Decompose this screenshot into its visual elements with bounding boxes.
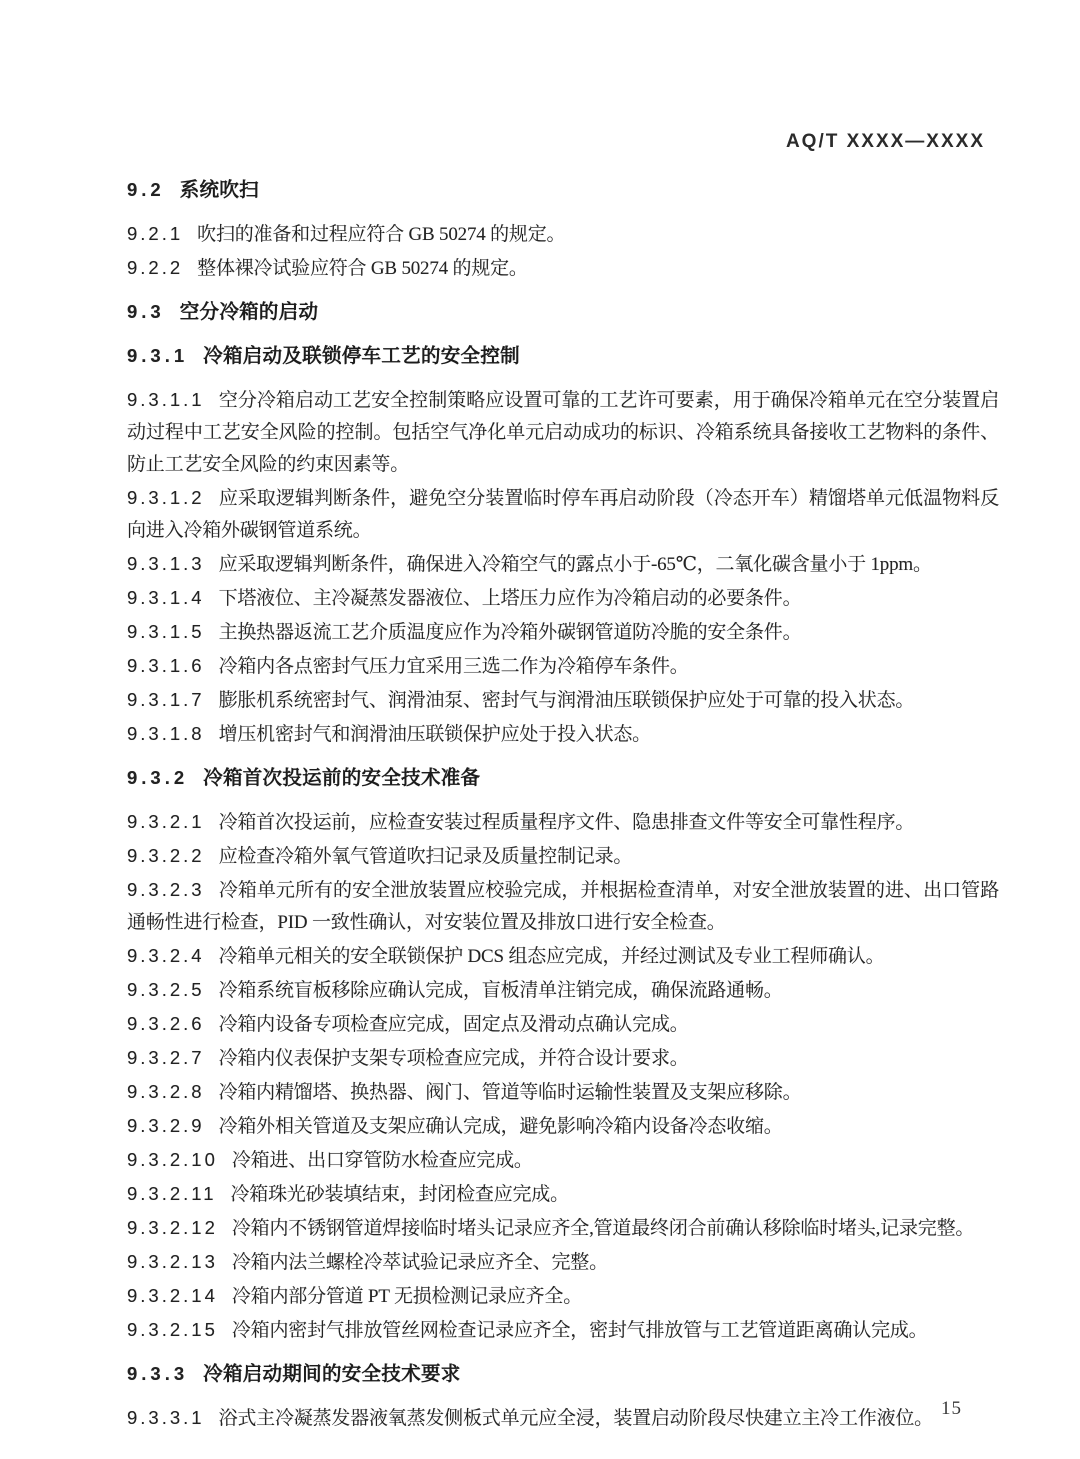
clause-number: 9.3.2.1 [127,811,205,832]
clause-9-3-2-11 [127,1178,999,1211]
clause-text: 冷箱内精馏塔、换热器、阀门、管道等临时运输性装置及支架应移除。 [218,1082,802,1103]
clause-text: 冷箱启动期间的安全技术要求 [203,1363,461,1385]
clause-number: 9.2.2 [127,257,184,278]
clause-number: 9.3.2.5 [127,979,205,1000]
clause-number: 9.3.2.3 [127,879,205,900]
clause-9-3-1-2 [127,482,999,547]
clause-9-3-1-3 [127,548,999,581]
clause-number: 9.3.1.5 [127,621,205,642]
clause-number: 9.3.1.1 [127,389,205,410]
clause-number: 9.3.2.7 [127,1047,205,1068]
clause-9-3-2-4 [127,940,999,973]
clause-number: 9.3.2.11 [127,1183,217,1204]
clause-number: 9.3.1.3 [127,553,205,574]
clause-number: 9.2 [127,179,165,200]
clause-number: 9.3.2.8 [127,1081,205,1102]
clause-text: 浴式主冷凝蒸发器液氧蒸发侧板式单元应全浸，装置启动阶段尽快建立主冷工作液位。 [218,1408,933,1429]
clause-number: 9.2.1 [127,223,184,244]
clause-text: 冷箱内部分管道 PT 无损检测记录应齐全。 [231,1286,583,1307]
clause-number: 9.3.2.10 [127,1149,218,1170]
clause-9-3-1-7 [127,684,999,717]
clause-9-3-2-15 [127,1314,999,1347]
clause-number: 9.3.2 [127,767,189,788]
clause-9-2-1 [127,218,999,251]
clause-number: 9.3.2.12 [127,1217,218,1238]
clause-9-3-2-10 [127,1144,999,1177]
clause-number: 9.3.1.4 [127,587,205,608]
clause-text: 增压机密封气和润滑油压联锁保护应处于投入状态。 [218,724,651,745]
clause-number: 9.3 [127,301,165,322]
clause-number: 9.3.2.6 [127,1013,205,1034]
clause-number: 9.3.3 [127,1363,189,1384]
clause-text: 冷箱进、出口穿管防水检查应完成。 [231,1150,533,1171]
clause-number: 9.3.2.14 [127,1285,218,1306]
clause-text: 空分冷箱的启动 [179,301,319,323]
page-number: 15 [941,1398,962,1419]
section-heading-9-3-1 [127,340,999,372]
section-heading-9-2 [127,174,999,206]
clause-9-3-2-9 [127,1110,999,1143]
clause-9-3-2-14 [127,1280,999,1313]
clause-text: 整体裸冷试验应符合 GB 50274 的规定。 [197,258,528,279]
clause-text: 冷箱珠光砂装填结束，封闭检查应完成。 [230,1184,569,1205]
clause-text: 系统吹扫 [179,179,259,201]
clause-number: 9.3.2.4 [127,945,205,966]
clause-9-3-1-1 [127,384,999,481]
clause-text: 冷箱内密封气排放管丝网检查记录应齐全，密封气排放管与工艺管道距离确认完成。 [231,1320,928,1341]
clause-text: 冷箱内设备专项检查应完成，固定点及滑动点确认完成。 [218,1014,689,1035]
clause-9-3-2-1 [127,806,999,839]
clause-number: 9.3.1.7 [127,689,205,710]
clause-text: 吹扫的准备和过程应符合 GB 50274 的规定。 [197,224,566,245]
clause-9-3-3-1 [127,1402,999,1435]
clause-text: 冷箱首次投运前，应检查安装过程质量程序文件、隐患排查文件等安全可靠性程序。 [218,812,915,833]
clause-text: 冷箱内不锈钢管道焊接临时堵头记录应齐全,管道最终闭合前确认移除临时堵头,记录完整。 [231,1218,975,1239]
clause-text: 冷箱外相关管道及支架应确认完成，避免影响冷箱内设备冷态收缩。 [218,1116,783,1137]
clause-9-3-2-12 [127,1212,999,1245]
clause-9-3-2-13 [127,1246,999,1279]
clause-number: 9.3.2.2 [127,845,205,866]
clause-text: 冷箱启动及联锁停车工艺的安全控制 [203,345,520,367]
clause-9-3-1-4 [127,582,999,615]
clause-9-3-1-6 [127,650,999,683]
clause-9-3-2-6 [127,1008,999,1041]
clause-text: 冷箱内仪表保护支架专项检查应完成，并符合设计要求。 [218,1048,689,1069]
section-heading-9-3-3 [127,1358,999,1390]
standard-number-header: AQ/T XXXX—XXXX [785,131,985,152]
clause-number: 9.3.1.8 [127,723,205,744]
document-body [127,163,999,1436]
clause-text: 冷箱首次投运前的安全技术准备 [203,767,481,789]
section-heading-9-3 [127,296,999,328]
clause-number: 9.3.1.6 [127,655,205,676]
clause-text: 应检查冷箱外氧气管道吹扫记录及质量控制记录。 [218,846,633,867]
clause-9-3-2-3 [127,874,999,939]
section-heading-9-3-2 [127,762,999,794]
clause-9-3-2-5 [127,974,999,1007]
clause-text: 冷箱内各点密封气压力宜采用三选二作为冷箱停车条件。 [218,656,689,677]
clause-number: 9.3.1 [127,345,189,366]
clause-text: 冷箱内法兰螺栓冷萃试验记录应齐全、完整。 [231,1252,608,1273]
clause-text: 应采取逻辑判断条件，确保进入冷箱空气的露点小于-65℃，二氧化碳含量小于 1ppm。 [218,554,932,575]
clause-text: 冷箱单元相关的安全联锁保护 DCS 组态应完成，并经过测试及专业工程师确认。 [218,946,885,967]
clause-text: 应采取逻辑判断条件，避免空分装置临时停车再启动阶段（冷态开车）精馏塔单元低温物料反向进入冷箱外碳钢管道系统。 [127,488,999,541]
clause-text: 冷箱单元所有的安全泄放装置应校验完成，并根据检查清单，对安全泄放装置的进、出口管路通畅性进行检查，PID 一致性确认，对安装位置及排放口进行安全检查。 [127,880,999,933]
clause-9-3-2-7 [127,1042,999,1075]
clause-9-3-1-8 [127,718,999,751]
clause-9-3-2-2 [127,840,999,873]
clause-9-2-2 [127,252,999,285]
clause-number: 9.3.1.2 [127,487,205,508]
clause-text: 冷箱系统盲板移除应确认完成，盲板清单注销完成，确保流路通畅。 [218,980,783,1001]
clause-text: 膨胀机系统密封气、润滑油泵、密封气与润滑油压联锁保护应处于可靠的投入状态。 [218,690,915,711]
clause-text: 主换热器返流工艺介质温度应作为冷箱外碳钢管道防冷脆的安全条件。 [218,622,802,643]
clause-9-3-1-5 [127,616,999,649]
clause-number: 9.3.2.15 [127,1319,218,1340]
clause-number: 9.3.2.13 [127,1251,218,1272]
clause-text: 下塔液位、主冷凝蒸发器液位、上塔压力应作为冷箱启动的必要条件。 [218,588,802,609]
clause-text: 空分冷箱启动工艺安全控制策略应设置可靠的工艺许可要素，用于确保冷箱单元在空分装置启动过程中工艺安全风险的控制。包括空气净化单元启动成功的标识、冷箱系统具备接收工艺物料的条件、防止工艺安全风险的约束因素等。 [127,390,999,475]
clause-9-3-2-8 [127,1076,999,1109]
clause-number: 9.3.2.9 [127,1115,205,1136]
clause-number: 9.3.3.1 [127,1407,205,1428]
